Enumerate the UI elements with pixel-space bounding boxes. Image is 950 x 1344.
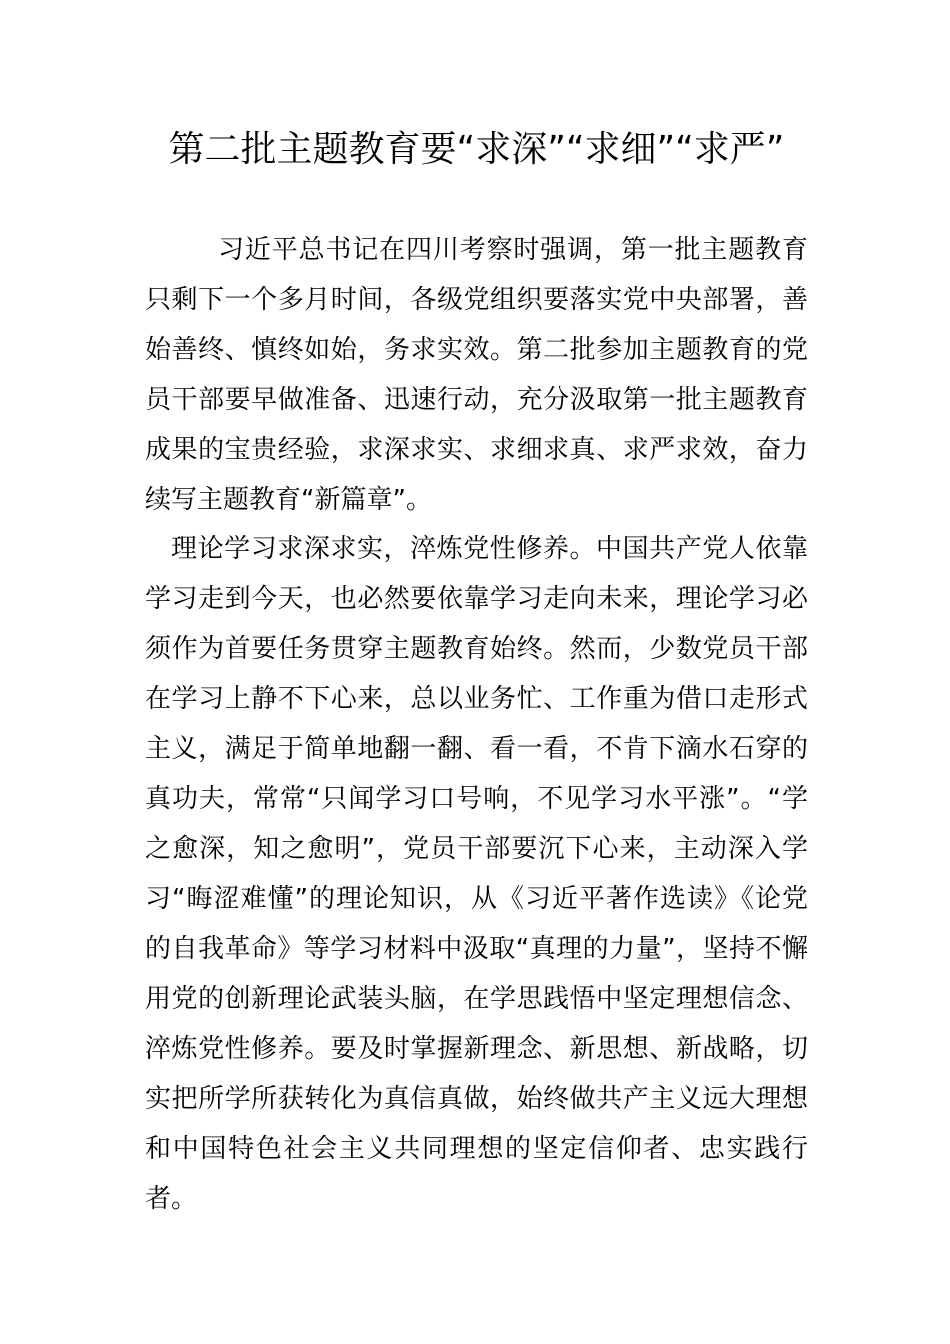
paragraph-2: 理论学习求深求实，淬炼党性修养。中国共产党人依靠学习走到今天，也必然要依靠学习走向未来，理论学习必须作为首要任务贯穿主题教育始终。然而，少数党员干部在学习上静不下心来，总以业务忙、工作重为借口走形式主义，满足于简单地翻一翻、看一看，不肯下滴水石穿的真功夫，常常“只闻学习口号响，不见学习水平涨”。“学之愈深，知之愈明”，党员干部要沉下心来，主动深入学习“晦涩难懂”的理论知识，从《习近平著作选读》《论党的自我革命》等学习材料中汲取“真理的力量”，坚持不懈用党的创新理论武装头脑，在学思践悟中坚定理想信念、淬炼党性修养。要及时掌握新理念、新思想、新战略，切实把所学所获转化为真信真做，始终做共产主义远大理想和中国特色社会主义共同理想的坚定信仰者、忠实践行者。 xyxy=(145,534,808,1214)
paragraph-1: 习近平总书记在四川考察时强调，第一批主题教育只剩下一个多月时间，各级党组织要落实党中央部署，善始善终、慎终如始，务求实效。第二批参加主题教育的党员干部要早做准备、迅速行动，充分汲取第一批主题教育成果的宝贵经验，求深求实、求细求真、求严求效，奋力续写主题教育“新篇章”。 xyxy=(145,235,808,515)
document-title: 第二批主题教育要“求深”“求细”“求严” xyxy=(168,129,785,170)
